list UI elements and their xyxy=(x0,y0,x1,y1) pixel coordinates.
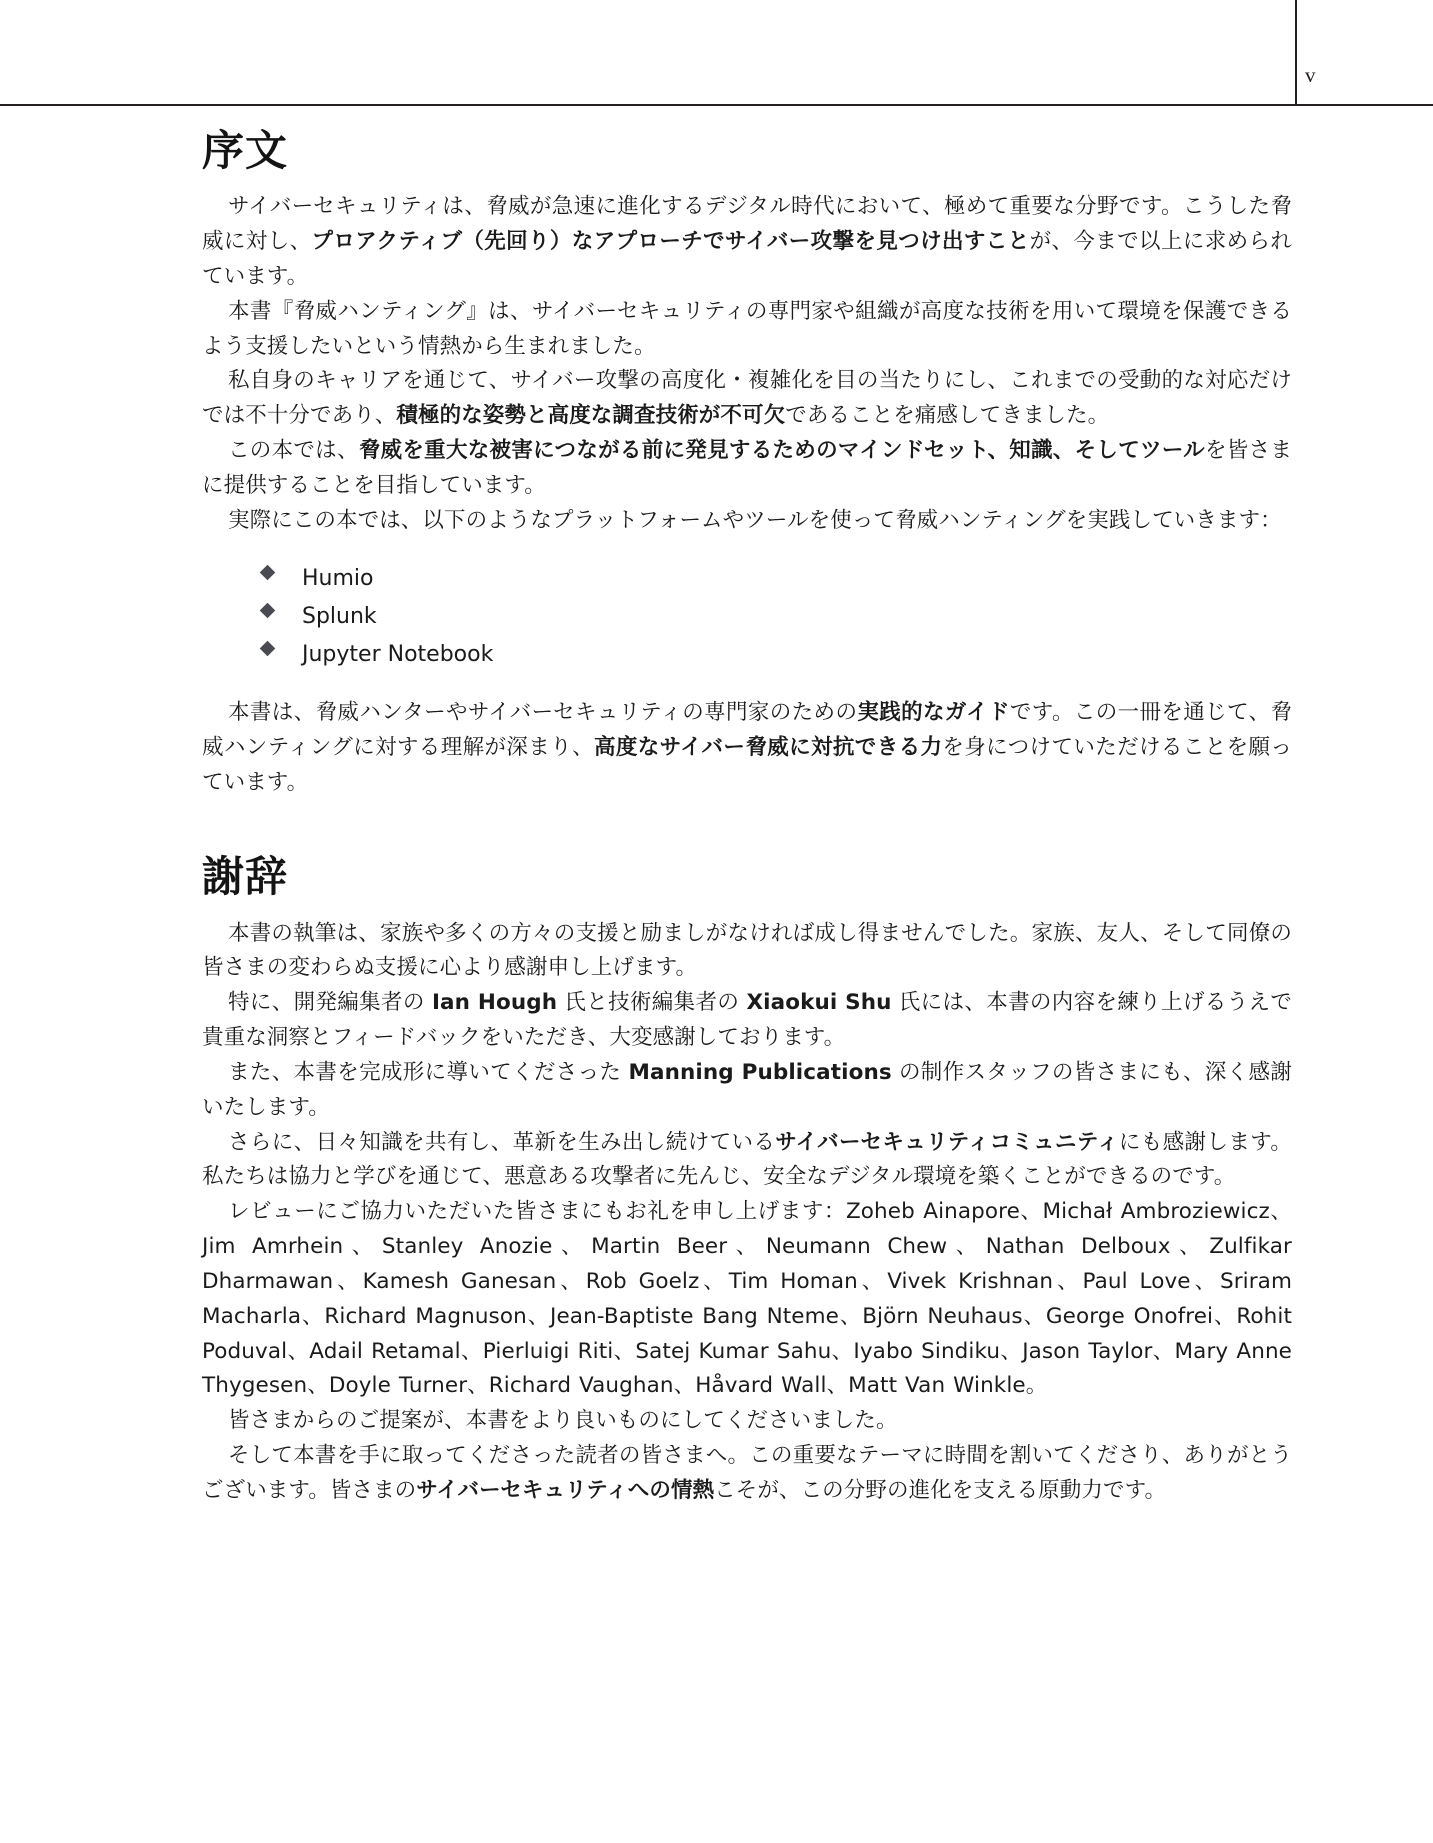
ack-p4-a: さらに、日々知識を共有し、革新を生み出し続けている xyxy=(228,1129,776,1155)
tool-name: Splunk xyxy=(302,604,377,630)
publisher-name: Manning Publications xyxy=(628,1059,892,1085)
ack-paragraph-7 xyxy=(202,1439,1292,1509)
preface-p3-text: 私自身のキャリアを通じて、サイバー攻撃の高度化・複雑化を目の当たりにし、これまでの受動的な対応だけでは不十分であり、 xyxy=(202,368,1292,429)
closing-mid: です。この一冊を通じて、脅威ハンティングに対する理解が深まり、 xyxy=(202,699,1292,760)
ack-p2-a: 特に、開発編集者の xyxy=(228,990,432,1016)
preface-p1-bold: プロアクティブ（先回り）なアプローチでサイバー攻撃を見つけ出すこと xyxy=(311,229,1030,255)
ack-paragraph-6: 皆さまからのご提案が、本書をより良いものにしてくださいました。 xyxy=(228,1408,898,1434)
list-item xyxy=(258,636,1292,674)
ack-p2-b: 氏と技術編集者の xyxy=(557,990,747,1016)
list-item xyxy=(258,598,1292,636)
preface-p1-tail: が、今まで以上に求められています。 xyxy=(202,229,1292,289)
ack-paragraph-4 xyxy=(202,1126,1292,1196)
editor-name-xiaokui-shu: Xiaokui Shu xyxy=(746,990,892,1016)
diamond-bullet-icon xyxy=(260,603,276,619)
preface-p1-text: サイバーセキュリティは、脅威が急速に進化するデジタル時代において、極めて重要な分野です。こうした脅威に対し、 xyxy=(202,194,1292,255)
header-rule-vertical xyxy=(1295,0,1297,104)
section-title-preface: 序文 xyxy=(202,126,289,175)
ack-p4-bold: サイバーセキュリティコミュニティ xyxy=(775,1129,1119,1155)
closing-tail: を身につけていただけることを願っています。 xyxy=(202,734,1293,795)
ack-p7-bold: サイバーセキュリティへの情熱 xyxy=(416,1477,715,1503)
page-number: v xyxy=(1305,63,1316,87)
ack-paragraph-1: 本書の執筆は、家族や多くの方々の支援と励ましがなければ成し得ませんでした。家族、友人、そして同僚の皆さまの変わらぬ支援に心より感謝申し上げます。 xyxy=(202,920,1292,981)
header-rule-horizontal xyxy=(0,104,1433,106)
preface-paragraph-3 xyxy=(202,364,1292,434)
preface-p3-bold: 積極的な姿勢と高度な調査技術が不可欠 xyxy=(396,403,786,429)
editor-name-ian-hough: Ian Hough xyxy=(431,990,558,1016)
preface-paragraph-4 xyxy=(202,434,1292,504)
reviewers-list: Zoheb Ainapore、Michał Ambroziewicz、Jim Amrhein、Stanley Anozie、Martin Beer、Neumann Chew、Nathan Delboux、Zulfikar Dharmawan、Kamesh Ganesan、Rob Goelz、Tim Homan、Vivek Krishnan、Paul Love、Sriram Macharla、Richard Magnuson、Jean-Baptiste Bang Nteme、Björn Neuhaus、George Onofrei、Rohit Poduval、Adail Retamal、Pierluigi Riti、Satej Kumar Sahu、Iyabo Sindiku、Jason Taylor、Mary Anne Thygesen、Doyle Turner、Richard Vaughan、Håvard Wall、Matt Van Winkle。 xyxy=(202,1199,1292,1399)
ack-paragraph-3 xyxy=(202,1056,1292,1126)
reviewers-intro: レビューにご協力いただいた皆さまにもお礼を申し上げます： xyxy=(228,1199,846,1225)
page-content xyxy=(202,128,1292,1509)
preface-closing-paragraph xyxy=(202,696,1292,800)
preface-p3-tail: であることを痛感してきました。 xyxy=(785,403,1110,429)
list-item xyxy=(258,560,1292,598)
ack-paragraph-2 xyxy=(202,986,1292,1056)
ack-p2-c: 氏には、本書の内容を練り上げるうえで貴重な洞察とフィードバックをいただき、大変感謝しております。 xyxy=(202,990,1292,1051)
preface-paragraph-1 xyxy=(202,190,1292,294)
closing-bold-1: 実践的なガイド xyxy=(857,699,1010,725)
tools-list xyxy=(202,560,1292,673)
preface-paragraph-5: 実際にこの本では、以下のようなプラットフォームやツールを使って脅威ハンティングを実践していきます： xyxy=(228,507,1282,533)
ack-p3-a: また、本書を完成形に導いてくださった xyxy=(228,1059,629,1085)
closing-head: 本書は、脅威ハンターやサイバーセキュリティの専門家のための xyxy=(228,699,858,725)
ack-p3-c: の制作スタッフの皆さまにも、深く感謝いたします。 xyxy=(202,1059,1292,1120)
ack-p7-a: そして本書を手に取ってくださった読者の皆さまへ。この重要なテーマに時間を割いてくださり、ありがとうございます。皆さまの xyxy=(202,1443,1292,1503)
tool-name: Humio xyxy=(302,566,374,592)
preface-paragraph-2: 本書『脅威ハンティング』は、サイバーセキュリティの専門家や組織が高度な技術を用いて環境を保護できるよう支援したいという情熱から生まれました。 xyxy=(202,298,1292,359)
preface-p4-tail: を皆さまに提供することを目指しています。 xyxy=(202,437,1292,498)
ack-p4-c: にも感謝します。私たちは協力と学びを通じて、悪意ある攻撃者に先んじ、安全なデジタル環境を築くことができるのです。 xyxy=(202,1129,1292,1190)
preface-p4-text: この本では、 xyxy=(228,437,359,463)
closing-bold-2: 高度なサイバー脅威に対抗できる力 xyxy=(593,734,943,760)
preface-p4-bold: 脅威を重大な被害につながる前に発見するためのマインドセット、知識、そしてツール xyxy=(358,437,1205,463)
tool-name: Jupyter Notebook xyxy=(302,642,494,668)
ack-p7-c: こそが、この分野の進化を支える原動力です。 xyxy=(714,1477,1167,1503)
diamond-bullet-icon xyxy=(260,640,276,656)
diamond-bullet-icon xyxy=(260,565,276,581)
section-title-acknowledgments: 謝辞 xyxy=(202,852,289,902)
ack-reviewers-paragraph xyxy=(202,1195,1292,1404)
